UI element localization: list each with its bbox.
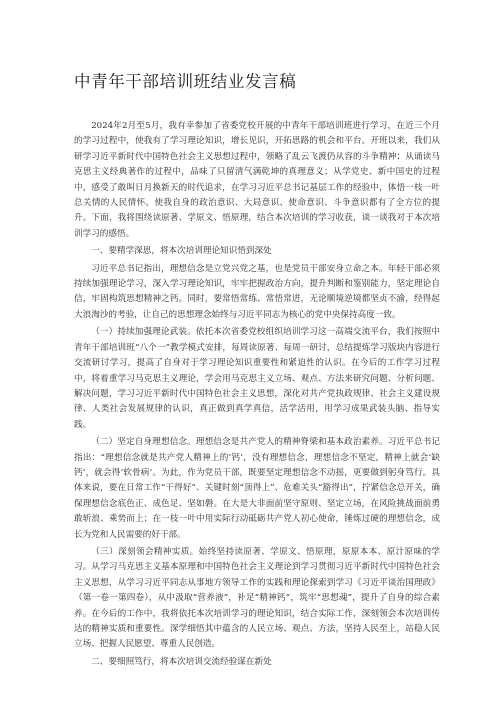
subsection-paragraph-3: （三）深刻领会精神实质。始终坚持读原著、学原文、悟原理，原原本本、原汁原味的学习。从学习马克思主义基本原理和中国特色社会主义理论到学习贯彻习近平新时代中国特色社会主义思想，从学习习近平同志从事地方领导工作的实践和理论探索到学习《习近平谈治国理政》（第一卷一第四卷），从中汲取“营养液”，补足“精神钙”，筑牢“思想魂”，提升了自身的综合素养。在今后的工作中，我将依托本次培训学习的理论知识，结合实际工作，深刻领会本次培训传达的精神实质和重要性。深学细悟其中蕴含的人民立场、观点、方法，坚持人民至上，站稳人民立场、把握人民愿望、尊重人民创造。 [74,546,440,650]
body-paragraph: 习近平总书记指出，理想信念是立党兴党之基，也是党员干部安身立命之本。年轻干部必须持续加强理论学习，深入学习理论知识，牢牢把握政治方向，提升判断和鉴别能力，坚定理论自信，牢固构筑思想精神之钙。同时，要常悟常练、常悟常进，无论顺境逆境都坚贞不渝，经得起大浪淘沙的考验，让自己的思想理念始终与习近平同志为核心的党中央保持高度一致。 [74,263,440,320]
subsection-paragraph-2: （二）坚定自身理想信念。理想信念是共产党人的精神脊梁和基本政治素养。习近平总书记指出：“理想信念就是共产党人精神上的‘钙’，没有理想信念，理想信念不坚定，精神上就会‘缺钙’，就会得‘软骨病’。为此，作为党员干部，既要坚定理想信念不动摇，更要做到躬身笃行。具体来说，要在日常工作“干得好”、关键时刻“顶得上”、危难关头“豁得出”，拧紧信念总开关，确保理想信念底色正、成色足、坚如磐。在大是大非面前坚守原则、坚定立场，在风险挑战面前勇敢斩浪、乘势而上；在一枝一叶中用实际行动砥砺共产党人初心使命，锤炼过硬的理想信念，成长为党和人民需要的好干部。 [74,437,440,540]
document-title: 中青年干部培训班结业发言稿 [74,72,297,91]
section-heading-2: 二、要细照笃行，将本次培训交流经验谋在新处 [91,656,272,667]
intro-paragraph: 2024年2月至5月，我有幸参加了省委党校开展的中青年干部培训班进行学习，在近三个月的学习过程中，使我有了学习理论知识，增长见识，开拓思路的机会和平台。开班以来，我们从研学习近平新时代中国特色社会主义思想过程中，领略了乱云飞渡仍从容的斗争精神；从诵读马克思主义经典著作的过程中，品味了只留清气满乾坤的真理意义；从学党史、新中国史的过程中，感受了敢叫日月换新天的时代追求，在学习习近平总书记基层工作的经验中，体悟一枝一叶总关情的人民情怀。使我自身的政治意识、大局意识、使命意识、斗争意识都有了全方位的提升。下面，我将围绕读原著、学原文、悟原理，结合本次培训的学习收获，谈一谈我对于本次培训学习的感悟。 [74,121,440,239]
document-page [60,0,440,707]
section-heading-1: 一、要精学深思，将本次培训理论知识悟到深处 [91,246,272,257]
subsection-paragraph-1: （一）持续加强理论武装。依托本次省委党校组织培训学习这一高端交流平台，我们按照中青年干部培训班“八个一”教学模式安排，每周读原著、每周一研讨，总结提炼学习版块内容进行交流研讨学习，提高了自身对于学习理论知识重要性和紧迫性的认识。在今后的工作学习过程中，将着重学习马克思主义理论，学会用马克思主义立场、观点、方法来研究问题、分析问题、解决问题，学习习近平新时代中国特色社会主义思想，深化对共产党执政规律、社会主义建设规律、人类社会发展规律的认识，真正做到真学真信，活学活用，用学习成果武装头脑、指导实践。 [74,327,440,430]
document-body [74,119,440,670]
